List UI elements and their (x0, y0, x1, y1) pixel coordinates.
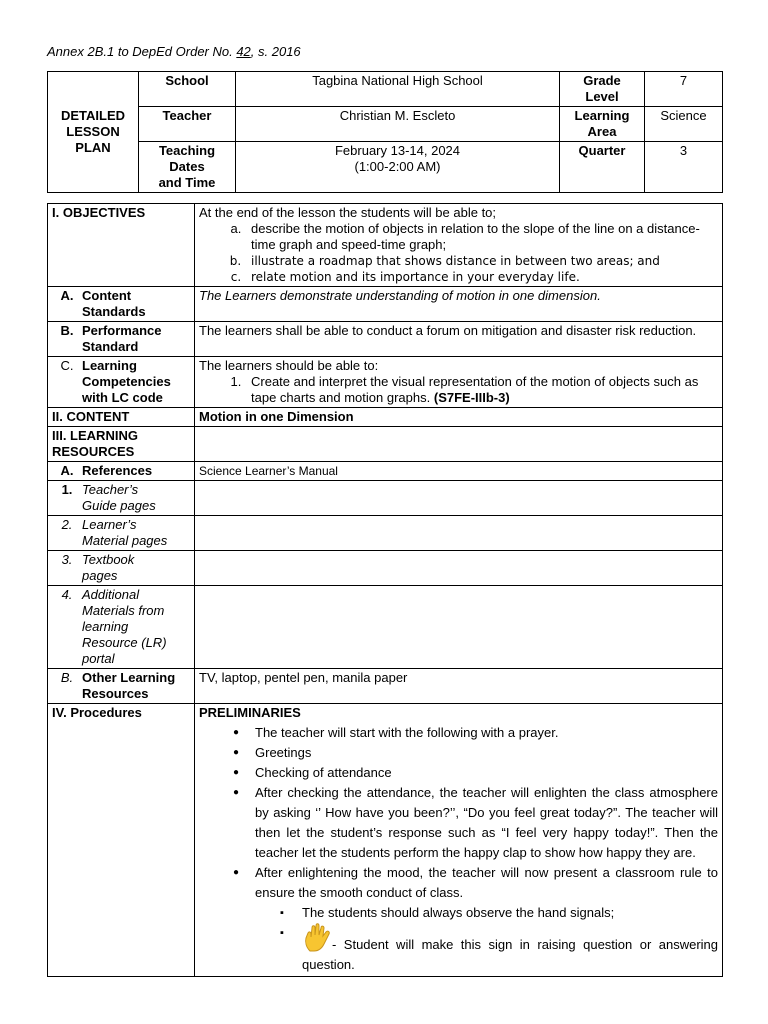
rule-item: ▪ The students should always observe the hand signals; (302, 903, 718, 923)
grade-level-label (560, 72, 645, 107)
learners-material-value (195, 516, 723, 551)
references-row (48, 462, 723, 481)
label-line: Learner’s (82, 517, 137, 532)
label-line: Additional (82, 587, 140, 602)
label-line: portal (82, 651, 115, 666)
references-value: Science Learner’s Manual (195, 462, 723, 481)
label-line: Learning (82, 358, 137, 373)
quarter-value: 3 (645, 142, 723, 193)
objective-item: a. describe the motion of objects in relation to the slope of the line on a distance-time graph and speed-time graph; (245, 221, 718, 253)
additional-materials-label (48, 586, 195, 669)
content-row (48, 408, 723, 427)
procedure-item: ● Checking of attendance (255, 763, 718, 783)
procedure-item-text: After enlightening the mood, the teacher will now present a classroom rule to ensure the smooth conduct of class. (255, 865, 718, 900)
competencies-label (48, 357, 195, 408)
objectives-row (48, 204, 723, 287)
label-line: Competencies (82, 374, 171, 389)
procedures-cell (195, 704, 723, 977)
title-line: DETAILED (60, 108, 126, 123)
learning-resources-label (48, 427, 195, 462)
learners-material-marker: 2. (61, 517, 73, 532)
label-line: Standards (82, 304, 146, 319)
content-standards-value: The Learners demonstrate understanding of motion in one dimension. (195, 287, 723, 322)
label-line: Resource (LR) (82, 635, 167, 650)
textbook-value (195, 551, 723, 586)
content-label: II. CONTENT (48, 408, 195, 427)
dates-value-line: (1:00-2:00 AM) (354, 159, 441, 174)
procedure-item: ● After checking the attendance, the teacher will enlighten the class atmosphere by asking ‘’ How have you been?’’, “Do you feel great today?”. The teacher will then let the student’s response such as “I feel very happy today!”. Then the teacher let the students perform the happy clap to show how happy they are. (255, 783, 718, 863)
label-line: III. LEARNING (52, 428, 138, 443)
rule-item-text: - Student will make this sign in raising question or answering question. (302, 937, 718, 972)
dates-label-line: and Time (158, 175, 216, 190)
rule-item (302, 923, 718, 975)
teaching-dates-value (236, 142, 560, 193)
learners-material-row (48, 516, 723, 551)
other-resources-marker: B. (60, 670, 74, 685)
header-table (47, 71, 723, 193)
content-standards-row (48, 287, 723, 322)
grade-label-line: Grade (583, 73, 621, 88)
grade-level-value: 7 (645, 72, 723, 107)
teachers-guide-row (48, 481, 723, 516)
additional-materials-marker: 4. (61, 587, 73, 602)
learning-area-value: Science (645, 107, 723, 142)
performance-standard-row (48, 322, 723, 357)
label-line: with LC code (82, 390, 163, 405)
other-resources-label (48, 669, 195, 704)
label-line: Material pages (82, 533, 168, 548)
competency-text: Create and interpret the visual representation of the motion of objects such as tape charts and motion graphs. (251, 374, 699, 405)
teacher-label: Teacher (139, 107, 236, 142)
objectives-cell (195, 204, 723, 287)
references-label (48, 462, 195, 481)
content-value: Motion in one Dimension (195, 408, 723, 427)
dates-value-line: February 13-14, 2024 (334, 143, 461, 158)
lesson-plan-table (47, 203, 723, 977)
performance-standard-marker: B. (60, 323, 74, 338)
performance-standard-value: The learners shall be able to conduct a forum on mitigation and disaster risk reduction. (195, 322, 723, 357)
teacher-value: Christian M. Escleto (236, 107, 560, 142)
competencies-row (48, 357, 723, 408)
grade-label-line: Level (585, 89, 619, 104)
school-value: Tagbina National High School (236, 72, 560, 107)
procedures-label: IV. Procedures (48, 704, 195, 977)
preliminaries-heading: PRELIMINARIES (199, 705, 301, 720)
label-line: Teacher’s (82, 482, 139, 497)
area-label-line: Area (587, 124, 617, 139)
objective-item: c. relate motion and its importance in your everyday life. (245, 269, 718, 285)
annex-reference (47, 44, 301, 59)
label-line: pages (82, 568, 118, 583)
title-line: LESSON (66, 124, 120, 139)
classroom-rules-list (255, 903, 718, 975)
title-line: PLAN (75, 140, 111, 155)
label-line: learning (82, 619, 129, 634)
teaching-dates-label (139, 142, 236, 193)
textbook-row (48, 551, 723, 586)
raised-hand-icon (302, 923, 332, 953)
content-standards-label (48, 287, 195, 322)
references-marker: A. (60, 463, 74, 478)
document-title (48, 72, 139, 193)
label-line: Textbook (82, 552, 135, 567)
label-line: Performance (82, 323, 162, 338)
label-line: RESOURCES (52, 444, 135, 459)
competencies-marker: C. (60, 358, 74, 373)
procedure-item (255, 863, 718, 975)
annex-order-number: 42 (236, 44, 251, 59)
objective-item: b. illustrate a roadmap that shows distance in between two areas; and (245, 253, 718, 269)
objectives-intro: At the end of the lesson the students will be able to; (199, 205, 497, 220)
label-line: Guide pages (82, 498, 156, 513)
learners-material-label (48, 516, 195, 551)
textbook-label (48, 551, 195, 586)
competencies-cell (195, 357, 723, 408)
area-label-line: Learning (574, 108, 630, 123)
competencies-intro: The learners should be able to: (199, 358, 379, 373)
quarter-label: Quarter (560, 142, 645, 193)
label-line: Standard (82, 339, 139, 354)
label-line: Materials from (82, 603, 165, 618)
procedure-item: ● The teacher will start with the following with a prayer. (255, 723, 718, 743)
competency-item (245, 374, 718, 406)
objectives-list (199, 221, 718, 285)
procedures-list (199, 723, 718, 975)
textbook-marker: 3. (61, 552, 73, 567)
procedures-row (48, 704, 723, 977)
label-line: Content (82, 288, 132, 303)
label-line: References (82, 463, 153, 478)
teachers-guide-marker: 1. (61, 482, 73, 497)
learning-area-label (560, 107, 645, 142)
competency-code: (S7FE-IIIb-3) (433, 390, 510, 405)
teachers-guide-label (48, 481, 195, 516)
competencies-list (199, 374, 718, 406)
additional-materials-row (48, 586, 723, 669)
objectives-label: I. OBJECTIVES (48, 204, 195, 287)
annex-suffix: , s. 2016 (250, 44, 301, 59)
teachers-guide-value (195, 481, 723, 516)
content-standards-marker: A. (60, 288, 74, 303)
additional-materials-value (195, 586, 723, 669)
performance-standard-label (48, 322, 195, 357)
other-resources-row (48, 669, 723, 704)
school-label: School (139, 72, 236, 107)
dates-label-line: Teaching Dates (158, 143, 216, 174)
learning-resources-row (48, 427, 723, 462)
label-line: Other Learning (82, 670, 176, 685)
label-line: Resources (82, 686, 149, 701)
procedure-item: ● Greetings (255, 743, 718, 763)
learning-resources-value (195, 427, 723, 462)
other-resources-value: TV, laptop, pentel pen, manila paper (195, 669, 723, 704)
annex-prefix: Annex 2B.1 to DepEd Order No. (47, 44, 237, 59)
